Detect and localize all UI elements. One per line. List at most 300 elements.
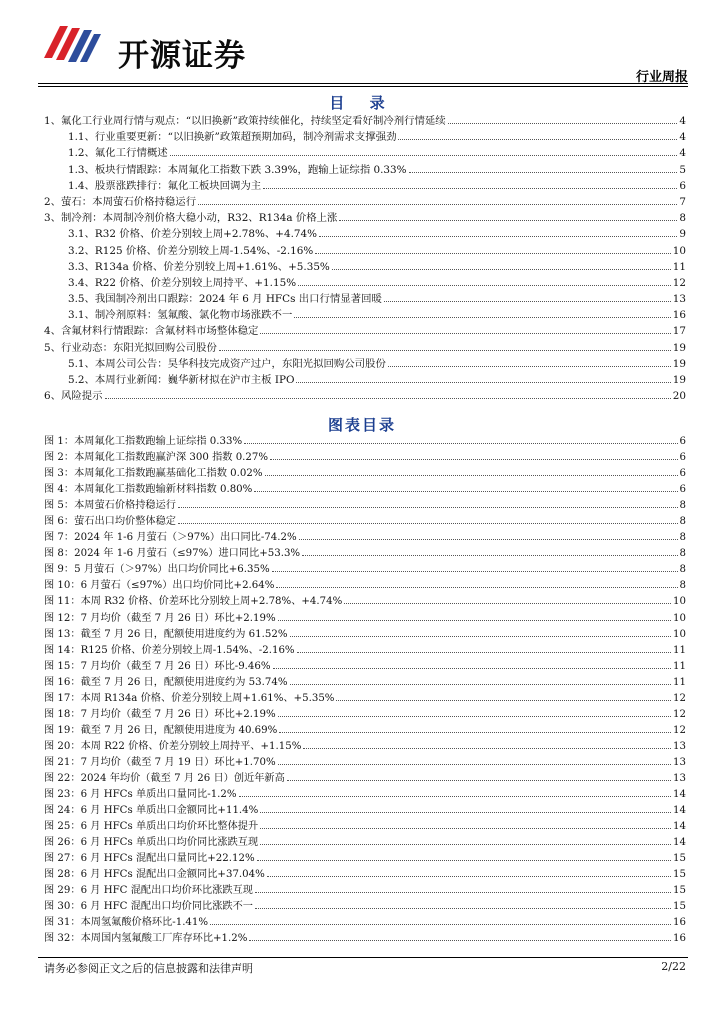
figure-entry-page: 13 [673,772,686,784]
figure-entry-text: 本周氟化工指数跑赢沪深 300 指数 0.27% [74,452,269,464]
toc-entry-label [44,307,292,323]
figure-entry-text: 萤石出口均价整体稳定 [74,516,176,528]
toc-entry-page: 16 [672,309,686,322]
toc-entry-text: 含氟材料行情跟踪：含氟材料市场整体稳定 [61,325,259,338]
toc-title: 目 录 [329,94,395,112]
dot-leader [278,715,671,717]
dot-leader [409,171,678,173]
toc-entry-page: 11 [672,260,686,273]
figure-entry-number: 图 7： [44,532,75,544]
figure-entry-page: 15 [673,901,686,913]
figure-entry-number: 图 26： [44,837,81,849]
figure-entry-page: 8 [679,532,686,544]
figure-entry-page: 8 [679,564,686,576]
figure-entry-page: 14 [673,821,686,833]
dot-leader [255,891,671,893]
figure-entry[interactable] [44,867,686,883]
figure-entry[interactable] [44,755,686,771]
toc-entry-page: 8 [679,212,686,225]
dot-leader [287,779,671,781]
figure-entry[interactable] [44,851,686,867]
page-header [38,14,688,84]
figure-entry-page: 14 [673,805,686,817]
figure-entry-text: 截至 7 月 26 日，配额使用进度约为 53.74% [80,676,288,688]
figure-entry-number: 图 4： [44,484,75,496]
dot-leader [178,506,678,508]
toc-entry-label [44,194,196,210]
toc-entry-number: 3.3、 [68,260,95,273]
figure-entry-number: 图 5： [44,500,75,512]
figure-entry[interactable] [44,675,686,691]
figure-entry-page: 6 [679,468,686,480]
dot-leader [290,635,672,637]
toc-entry[interactable] [44,243,686,259]
figure-entry-number: 图 28： [44,869,81,881]
dot-leader [249,939,671,941]
figure-entry-number: 图 6： [44,516,75,528]
figure-entry[interactable] [44,594,686,610]
figure-entry-label [44,466,263,482]
figure-entry-number: 图 13： [44,628,81,640]
toc-entry-text: R125 价格、价差分别较上周-1.54%、-2.16% [94,244,314,257]
toc-entry-page: 4 [679,115,686,127]
figure-entry-page: 16 [673,933,686,945]
figure-entry[interactable] [44,530,686,546]
figure-entry-label [44,482,252,498]
figure-entry-page: 12 [673,692,686,704]
toc-entry-label [44,340,217,356]
dot-leader [257,859,671,861]
toc-entry-text: 氟化工行业周行情与观点：“以旧换新”政策持续催化，持续坚定看好制冷剂行情延续 [61,115,446,127]
figure-entry-text: R125 价格、价差分别较上周-1.54%、-2.16% [80,644,295,656]
figure-entry-label [44,434,242,450]
figure-entry-number: 图 19： [44,724,81,736]
toc-entry[interactable] [44,162,686,178]
figure-entry-label [44,787,237,803]
figure-entry-number: 图 12： [44,612,81,624]
toc-entry-number: 1.2、 [68,147,95,160]
dot-leader [279,731,671,733]
toc-entry-text: 股票涨跌排行：氟化工板块回调为主 [94,179,262,192]
figure-entry-page: 11 [673,644,686,656]
dot-leader [267,875,671,877]
figure-entry-text: 6 月 HFCs 混配出口量同比+22.12% [80,853,255,865]
figure-entry-text: 本周氟化工指数跑赢基础化工指数 0.02% [74,468,263,480]
figure-entry-text: 2024 年均价（截至 7 月 26 日）创近年新高 [80,772,285,784]
toc-entry-page: 4 [679,131,686,144]
toc-entry[interactable] [44,356,686,372]
figure-entry-text: 7 月均价（截至 7 月 26 日）环比-9.46% [80,660,271,672]
toc-entry-text: 萤石：本周萤石价格持稳运行 [61,195,197,208]
dot-leader [219,349,671,351]
dot-leader [239,795,671,797]
dot-leader [299,538,678,540]
figure-entry-label [44,803,258,819]
figure-entry-text: 5 月萤石（＞97%）出口均价同比+6.35% [74,564,270,576]
report-type-label: 行业周报 [635,70,688,85]
toc-entry-number: 1、 [44,115,62,127]
dot-leader [254,490,677,492]
figure-entry-text: 本周氟化工指数跑输新材料指数 0.80% [74,484,253,496]
figure-entry-label [44,707,276,723]
figure-entry-number: 图 1： [44,436,75,447]
figure-entry-label [44,755,276,771]
figure-entry[interactable] [44,803,686,819]
toc-entry-text: 风险提示 [61,390,103,403]
figure-entry-page: 8 [679,500,686,512]
figure-entry-number: 图 14： [44,644,81,656]
dot-leader [344,602,671,604]
toc-entry-page: 13 [672,293,686,306]
toc-entry-page: 20 [672,390,686,403]
figure-entry-text: 7 月均价（截至 7 月 26 日）环比+2.19% [80,708,276,720]
toc-entry-text: 本周公司公告：昊华科技完成资产过户，东阳光拟回购公司股份 [94,357,386,370]
figure-entry-label [44,643,295,659]
figure-entry-text: 本周国内氢氟酸工厂库存环比+1.2% [80,933,248,945]
figure-entry[interactable] [44,787,686,803]
toc-entry-number: 3.5、 [68,293,95,306]
dot-leader [388,365,671,367]
toc-entry-label [44,210,337,226]
dot-leader [255,907,671,909]
figure-entry-label [44,867,265,883]
figure-entry-label [44,562,270,578]
figure-entry-number: 图 15： [44,660,81,672]
figure-entry-text: 6 月 HFC 混配出口均价环比涨跌互现 [80,885,253,897]
dot-leader [296,381,670,383]
figure-entry[interactable] [44,643,686,659]
brand-logo-mark-icon [38,20,112,66]
dot-leader [105,397,671,399]
toc-entry-label [44,129,396,145]
toc-entry-page: 4 [679,147,686,160]
figure-entry[interactable] [44,915,686,931]
figure-entry-label [44,578,274,594]
toc-entry-page: 5 [679,163,686,176]
figure-entry-page: 15 [673,853,686,865]
toc-entry-page: 19 [672,374,686,386]
toc-entry[interactable] [44,145,686,161]
toc-entry-page: 17 [672,325,686,338]
figure-entry-text: 本周 R32 价格、价差环比分别较上周+2.78%、+4.74% [80,596,343,608]
figure-entry-page: 13 [673,756,686,768]
toc-entry-text: 板块行情跟踪：本周氟化工指数下跌 3.39%，跑输上证综指 0.33% [94,163,407,176]
footer-disclaimer: 请务必参阅正文之后的信息披露和法律声明 [44,962,253,975]
toc-entry[interactable] [44,194,686,210]
figure-entry-number: 图 2： [44,452,75,464]
figure-entry-label [44,498,176,514]
figure-entry[interactable] [44,562,686,578]
toc-entry-text: 本周行业新闻：巍华新材拟在沪市主板 IPO [94,374,295,386]
toc-entry-number: 3.2、 [68,244,95,257]
toc-entry-page: 9 [679,228,686,241]
figure-entry-label [44,883,253,899]
figure-entry-text: 6 月 HFC 混配出口均价同比涨跌不一 [80,901,253,913]
figure-entry-page: 14 [673,837,686,849]
figure-entry[interactable] [44,883,686,899]
figure-entry-label [44,915,208,931]
figure-entry-page: 10 [673,612,686,624]
toc-entry-number: 5.2、 [68,374,95,386]
dot-leader [303,747,671,749]
figure-entry-label [44,723,277,739]
figure-entry-number: 图 8： [44,548,75,560]
toc-entry[interactable] [44,226,686,242]
figure-entry[interactable] [44,931,686,947]
figure-entry[interactable] [44,835,686,851]
figure-entry-text: 2024 年 1-6 月萤石（≤97%）进口同比+53.3% [74,548,301,560]
figure-entry-text: 2024 年 1-6 月萤石（＞97%）出口同比-74.2% [74,532,297,544]
figure-entry-page: 11 [673,676,686,688]
toc-entry-label [44,323,258,339]
toc-entry-text: 氟化工行情概述 [94,147,168,160]
dot-leader [276,586,677,588]
dot-leader [263,187,677,189]
dot-leader [448,122,678,124]
figure-entry[interactable] [44,498,686,514]
header-divider-thin [38,86,688,87]
figure-entry-number: 图 11： [44,596,81,608]
figure-entry[interactable] [44,627,686,643]
dot-leader [170,154,678,156]
toc-entry-label [44,291,382,307]
toc-entry-number: 1.3、 [68,163,95,176]
dot-leader [270,458,677,460]
figure-entry-label [44,450,268,466]
figure-entry-number: 图 23： [44,789,81,801]
figure-entry-text: 6 月 HFCs 单质出口量同比-1.2% [80,789,237,801]
toc-entry-page: 12 [672,276,686,289]
figure-entry-page: 8 [679,548,686,560]
dot-leader [319,235,677,237]
figure-entry-label [44,611,276,627]
toc-entry-page: 7 [679,195,686,208]
figure-entry-page: 12 [673,708,686,720]
dot-leader [398,138,677,140]
toc-entry-number: 4、 [44,325,62,338]
toc-entry[interactable] [44,340,686,356]
figure-entry[interactable] [44,819,686,835]
dot-leader [273,667,671,669]
toc-entry-label [44,275,296,291]
figure-entry[interactable] [44,707,686,723]
toc-entry-label [44,145,168,161]
toc-entry-number: 3.1、 [68,228,95,241]
toc-entry-number: 1.4、 [68,179,95,192]
dot-leader [294,316,670,318]
toc-entry-text: 行业动态：东阳光拟回购公司股份 [61,341,217,354]
toc-entry[interactable] [44,323,686,339]
figure-entry[interactable] [44,514,686,530]
dot-leader [178,522,678,524]
figure-entry-page: 10 [673,628,686,640]
dot-leader [260,827,671,829]
figure-entry-label [44,594,342,610]
header-divider [38,83,688,84]
toc-entry-text: 制冷剂原料：氢氟酸、氯化物市场涨跌不一 [94,309,293,322]
figure-entry-text: 6 月 HFCs 单质出口均价环比整体提升 [80,821,259,833]
figure-entry-number: 图 18： [44,708,81,720]
toc-entry[interactable] [44,210,686,226]
toc-entry-label [44,356,386,372]
figure-entry-number: 图 29： [44,885,81,897]
figure-entry-text: 本周氟化工指数跑输上证综指 0.33% [74,436,243,447]
toc-entry-number: 2、 [44,195,62,208]
toc-entry-text: R134a 价格、价差分别较上周+1.61%、+5.35% [94,260,330,273]
figure-entry-label [44,835,258,851]
figure-entry-text: 6 月 HFCs 单质出口均价同比涨跌互现 [80,837,259,849]
dot-leader [210,923,671,925]
toc-entry-number: 1.1、 [68,131,95,144]
toc-entry[interactable] [44,178,686,194]
figure-entry-text: 截至 7 月 26 日，配额使用进度约为 61.52% [80,628,288,640]
footer-divider [38,957,688,958]
figure-entry-text: 截至 7 月 26 日，配额使用进度为 40.69% [80,724,278,736]
figure-entry-text: 7 月均价（截至 7 月 19 日）环比+1.70% [80,756,276,768]
toc-entry-text: 行业重要更新：“以旧换新”政策超预期加码，制冷剂需求支撑强劲 [94,131,397,144]
toc-entry-label [44,226,317,242]
figure-entry-page: 8 [679,580,686,592]
figure-entry-page: 16 [673,917,686,929]
figure-entry-text: 本周氢氟酸价格环比-1.41% [80,917,209,929]
figure-entry-text: 本周萤石价格持稳运行 [74,500,176,512]
toc-entry[interactable] [44,275,686,291]
figure-entry-label [44,627,288,643]
toc-entry-label [44,178,261,194]
figure-entry-page: 13 [673,740,686,752]
toc-entry-number: 5、 [44,341,62,354]
figure-entry-label [44,771,285,787]
dot-leader [272,570,678,572]
toc-entry-number: 5.1、 [68,357,95,370]
dot-leader [260,811,671,813]
figure-entry-text: 6 月萤石（≤97%）出口均价同比+2.64% [80,580,275,592]
dot-leader [260,332,670,334]
figure-entry-label [44,899,253,915]
figure-entry-text: 本周 R134a 价格、价差分别较上周+1.61%、+5.35% [80,692,335,704]
brand-logo [38,20,298,74]
toc-entry-label [44,372,294,388]
dot-leader [278,619,671,621]
toc-entry-page: 19 [672,357,686,370]
figure-entry-number: 图 10： [44,580,81,592]
toc-entry-page: 6 [679,179,686,192]
figure-entry-label [44,546,300,562]
dot-leader [315,252,671,254]
figure-entry-label [44,514,176,530]
dot-leader [298,284,671,286]
dot-leader [339,219,677,221]
figure-entry-text: 本周 R22 价格、价差分别较上周持平、+1.15% [80,740,302,752]
figures-title: 图表目录 [327,416,396,434]
figure-entry-number: 图 22： [44,772,81,784]
figure-entry-text: 6 月 HFCs 混配出口金额同比+37.04% [80,869,265,881]
figure-entry-page: 10 [673,596,686,608]
toc-entry-page: 10 [672,244,686,257]
list-of-figures [44,434,686,948]
dot-leader [336,699,671,701]
dot-leader [260,843,671,845]
figure-entry-page: 8 [679,516,686,528]
figure-entry-number: 图 9： [44,564,75,576]
figure-entry[interactable] [44,771,686,787]
figure-entry-number: 图 20： [44,740,81,752]
toc-entry[interactable] [44,372,686,388]
figure-entry-label [44,819,258,835]
toc-entry[interactable] [44,388,686,404]
figure-entry-page: 15 [673,885,686,897]
toc-entry-number: 6、 [44,390,62,403]
dot-leader [332,268,671,270]
figure-entry-page: 15 [673,869,686,881]
figure-entry[interactable] [44,466,686,482]
dot-leader [297,651,671,653]
toc-entry-label [44,388,103,404]
toc-entry-number: 3.4、 [68,276,95,289]
dot-leader [302,554,677,556]
toc-entry[interactable] [44,129,686,145]
figure-entry[interactable] [44,611,686,627]
figure-entry-label [44,659,271,675]
figure-entry[interactable] [44,899,686,915]
figure-entry-label [44,675,288,691]
figure-entry[interactable] [44,450,686,466]
figure-entry[interactable] [44,434,686,450]
figure-entry[interactable] [44,723,686,739]
dot-leader [244,442,677,444]
figure-entry[interactable] [44,482,686,498]
figure-entry-page: 12 [673,724,686,736]
figure-entry[interactable] [44,659,686,675]
figure-entry-label [44,931,247,947]
figure-entry[interactable] [44,578,686,594]
toc-entry[interactable] [44,307,686,323]
figure-entry-label [44,739,301,755]
figure-entry-page: 6 [679,484,686,496]
toc-entry[interactable] [44,291,686,307]
figure-entry-label [44,851,255,867]
toc-entry-label [44,243,313,259]
toc-entry[interactable] [44,259,686,275]
figure-entry[interactable] [44,739,686,755]
brand-name: 开源证券 [118,38,246,74]
figure-entry-number: 图 32： [44,933,81,945]
figure-entry-page: 14 [673,789,686,801]
toc-entry-text: 制冷剂：本周制冷剂价格大稳小动，R32、R134a 价格上涨 [61,212,338,225]
toc-entry-label [44,259,330,275]
dot-leader [278,763,671,765]
figure-entry-number: 图 21： [44,756,81,768]
toc-entry-text: R32 价格、价差分别较上周+2.78%、+4.74% [94,228,317,241]
table-of-contents [44,113,686,404]
figure-entry-page: 6 [679,436,686,447]
dot-leader [384,300,671,302]
figure-entry-number: 图 31： [44,917,81,929]
figure-entry[interactable] [44,691,686,707]
figure-entry-number: 图 24： [44,805,81,817]
figure-entry[interactable] [44,546,686,562]
figure-entry-page: 11 [673,660,686,672]
page-number: 2/22 [661,960,686,973]
toc-entry-text: 我国制冷剂出口跟踪：2024 年 6 月 HFCs 出口行情显著回暖 [94,293,382,306]
figure-entry-number: 图 16： [44,676,81,688]
figure-entry-number: 图 3： [44,468,75,480]
dot-leader [198,203,677,205]
toc-entry-number: 3、 [44,212,62,225]
toc-entry[interactable] [44,113,686,129]
figure-entry-page: 6 [679,452,686,464]
figure-entry-number: 图 17： [44,692,81,704]
